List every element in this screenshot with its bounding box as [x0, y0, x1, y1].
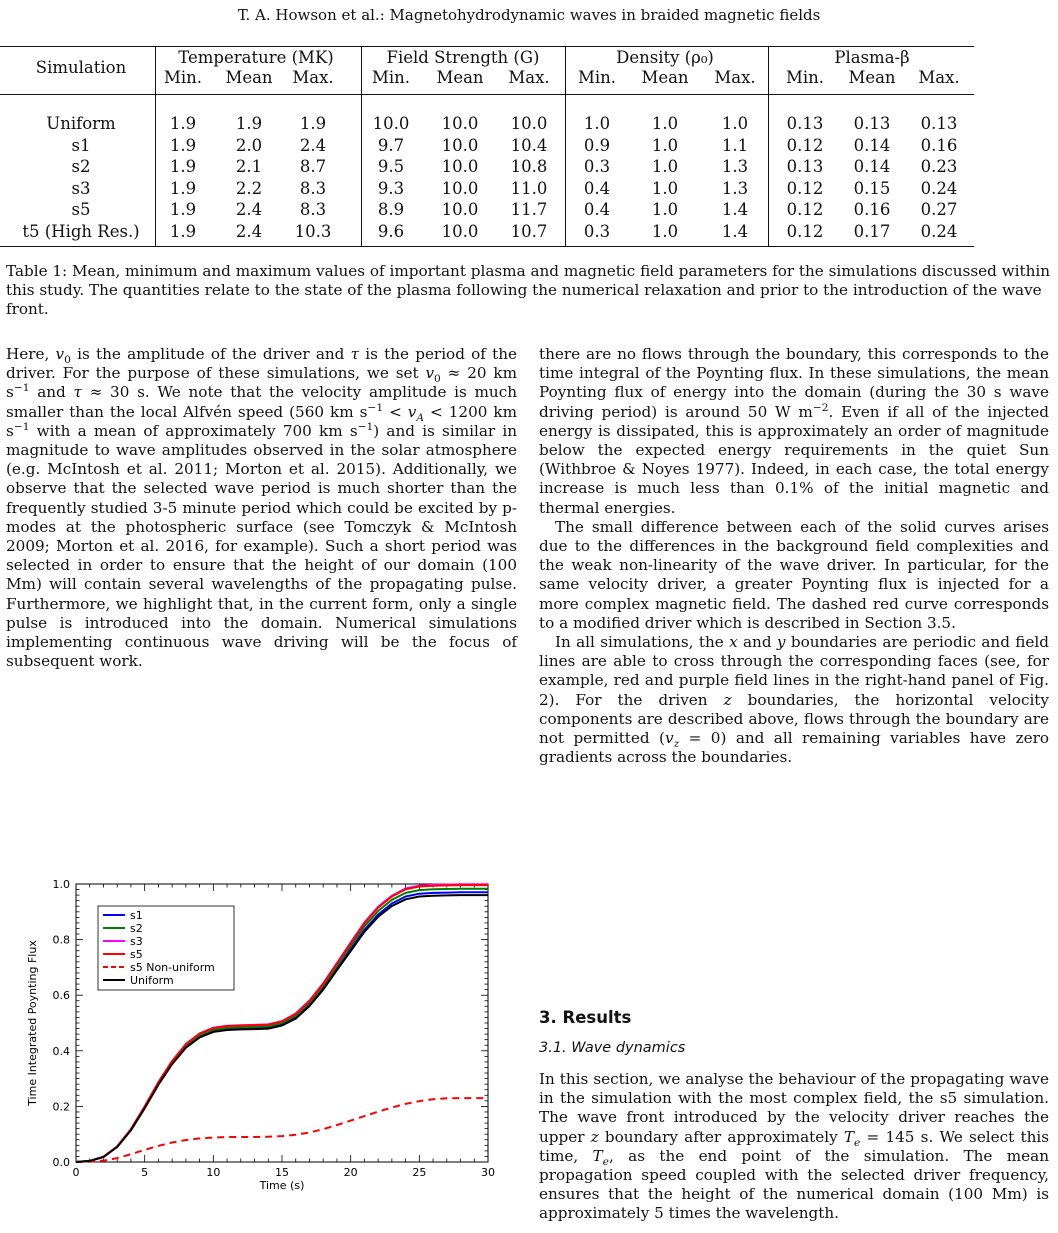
table-subheader: Max. — [918, 68, 960, 87]
table-subheader: Max. — [508, 68, 550, 87]
table-cell: 0.14 — [853, 135, 891, 155]
table-cell: 0.3 — [583, 221, 611, 241]
table-caption: Table 1: Mean, minimum and maximum values of important plasma and magnetic field parameters for the simulations discussed within this study. The quantities relate to the state of the plasma following the numerical relaxation and prior to the introduction of the wave front. — [6, 262, 1051, 318]
table-cell: 1.4 — [721, 200, 749, 219]
table-cell: 0.23 — [920, 157, 958, 176]
table-cell: 1.0 — [651, 114, 679, 133]
table-cell: 1.0 — [583, 114, 611, 133]
y-tick-label: 0.8 — [52, 933, 70, 947]
table-cell: 0.3 — [583, 157, 611, 176]
table-cell: 0.12 — [786, 135, 824, 155]
table-header-group: Temperature (MK) — [178, 48, 334, 67]
data-table — [0, 46, 976, 246]
table-cell: 0.12 — [786, 221, 824, 241]
table-cell: 0.13 — [786, 157, 824, 176]
legend-label: s1 — [130, 909, 143, 922]
table-subheader: Mean — [225, 68, 273, 87]
table-cell: 1.0 — [651, 200, 679, 219]
table-cell: 1.9 — [169, 135, 197, 155]
table-cell: 8.7 — [299, 157, 327, 176]
table-cell: 1.9 — [299, 114, 327, 133]
table-cell: 10.7 — [510, 221, 548, 241]
table-rule-top — [0, 46, 974, 47]
table-cell: 0.17 — [853, 221, 891, 241]
table-cell: 0.16 — [920, 135, 958, 155]
paragraph: The small difference between each of the solid curves arises due to the differences in the background field complexities and the weak non-linearity of the wave driver. In particular, for the same velocity driver, a greater Poynting flux is injected for a more complex magnetic field. The dashed red curve corresponds to a modified driver which is described in Section 3.5. — [539, 517, 1049, 632]
paragraph: In this section, we analyse the behaviour of the propagating wave in the simulation with the most complex field, the s5 simulation. The wave front introduced by the velocity driver reaches the upper z boundary after approximately $T_e = 145$ s. We select this time, $T_e$, as the end point of the simulation. The mean propagation speed coupled with the selected driver frequency, ensures that the height of the numerical domain (100 Mm) is approximately 5 times the wavelength. — [539, 1070, 1049, 1223]
table-cell: 1.9 — [169, 157, 197, 176]
table-cell: 10.0 — [441, 178, 479, 198]
x-tick-label: 10 — [206, 1166, 221, 1179]
table-subheader: Min. — [371, 68, 411, 87]
x-tick-label: 25 — [412, 1166, 427, 1179]
table-cell: 1.9 — [235, 114, 263, 133]
table-row-label: s1 — [71, 135, 91, 155]
table-header-simulation: Simulation — [35, 58, 127, 77]
table-cell: 1.1 — [721, 135, 749, 155]
table-cell: 10.0 — [510, 114, 548, 133]
table-cell: 10.0 — [372, 114, 410, 133]
table-row-label: t5 (High Res.) — [22, 221, 140, 241]
table-cell: 0.13 — [920, 114, 958, 133]
table-cell: 0.12 — [786, 178, 824, 198]
series-line-s5-non-uniform — [76, 1098, 488, 1162]
x-tick-label: 0 — [72, 1166, 80, 1179]
table-cell: 0.13 — [853, 114, 891, 133]
table-cell: 10.0 — [441, 221, 479, 241]
x-tick-label: 30 — [481, 1166, 495, 1179]
table-cell: 0.4 — [583, 200, 611, 219]
legend-label: Uniform — [130, 974, 174, 987]
table-cell: 11.7 — [510, 200, 548, 219]
right-column-text — [539, 345, 1049, 767]
legend-label: s2 — [130, 922, 143, 935]
y-tick-label: 0.6 — [52, 989, 70, 1003]
table-cell: 0.4 — [583, 178, 611, 198]
y-tick-label: 0.2 — [52, 1100, 70, 1114]
table-cell: 1.3 — [721, 157, 749, 176]
poynting-flux-chart — [20, 872, 500, 1212]
table-col-divider — [155, 46, 156, 246]
table-cell: 2.2 — [235, 178, 263, 198]
table-row-label: Uniform — [46, 114, 116, 133]
x-tick-label: 15 — [275, 1166, 289, 1179]
x-tick-label: 5 — [141, 1166, 149, 1179]
table-cell: 0.16 — [853, 200, 891, 219]
table-cell: 1.0 — [721, 114, 749, 133]
table-col-divider — [361, 46, 362, 246]
table-subheader: Mean — [641, 68, 689, 87]
table-col-divider — [565, 46, 566, 246]
table-cell: 8.3 — [299, 200, 327, 219]
table-cell: 8.3 — [299, 178, 327, 198]
table-cell: 0.15 — [853, 178, 891, 198]
table-cell: 2.0 — [235, 135, 263, 155]
table-header-group: Plasma-β — [834, 48, 910, 67]
y-axis-label: Time Integrated Poynting Flux — [26, 940, 39, 1106]
x-axis-label: Time (s) — [259, 1179, 305, 1192]
table-subheader: Min. — [577, 68, 617, 87]
paragraph: there are no flows through the boundary, this corresponds to the time integral of the Poynting flux. In these simulations, the mean Poynting flux of energy into the domain (during the 30 s wave driving period) is around 50 W $m^{-2}$. Even if all of the injected energy is dissipated, this is approximately an order of magnitude below the expected energy requirements in the quiet Sun (Withbroe & Noyes 1977). Indeed, in each case, the total energy increase is much less than 0.1% of the initial magnetic and thermal energies. — [539, 345, 1049, 517]
table-cell: 11.0 — [510, 178, 548, 198]
table-cell: 9.5 — [377, 157, 405, 176]
table-subheader: Min. — [785, 68, 825, 87]
table-cell: 0.24 — [920, 221, 958, 241]
subsection-heading: 3.1. Wave dynamics — [539, 1040, 686, 1056]
paragraph: In all simulations, the x and y boundaries are periodic and field lines are able to cross through the corresponding faces (see, for example, red and purple field lines in the right-hand panel of Fig. 2). For the driven z boundaries, the horizontal velocity components are described above, flows through the boundary are not permitted $(v_z = 0)$ and all remaining variables have zero gradients across the boundaries. — [539, 633, 1049, 767]
legend-label: s3 — [130, 935, 143, 948]
table-col-divider — [768, 46, 769, 246]
table-cell: 0.12 — [786, 200, 824, 219]
table-row-label: s2 — [71, 157, 91, 176]
table-subheader: Max. — [714, 68, 756, 87]
table-cell: 10.4 — [510, 135, 548, 155]
x-tick-label: 20 — [343, 1166, 358, 1179]
table-cell: 1.9 — [169, 114, 197, 133]
table-cell: 0.9 — [583, 135, 611, 155]
table-cell: 10.0 — [441, 114, 479, 133]
paragraph: Here, $v_0$ is the amplitude of the driver and τ is the period of the driver. For the purpose of these simulations, we set $v_0 \approx 20$ km $s^{-1}$ and τ ≈ 30 s. We note that the velocity amplitude is much smaller than the local Alfvén speed (560 km $s^{-1} < v_A < 1200$ km $s^{-1}$ with a mean of approximately 700 km $s^{-1}$) and is similar in magnitude to wave amplitudes observed in the solar atmosphere (e.g. McIntosh et al. 2011; Morton et al. 2015). Additionally, we observe that the selected wave period is much shorter than the frequently studied 3-5 minute period which could be excited by p-modes at the photospheric surface (see Tomczyk & McIntosh 2009; Morton et al. 2016, for example). Such a short period was selected in order to ensure that the height of our domain (100 Mm) will contain several wavelengths of the propagating pulse. Furthermore, we highlight that, in the current form, only a single pulse is introduced into the domain. Numerical simulations implementing continuous wave driving will be the focus of subsequent work. — [6, 345, 518, 671]
table-cell: 0.13 — [786, 114, 824, 133]
table-subheader: Mean — [436, 68, 484, 87]
y-tick-label: 0.4 — [52, 1044, 70, 1058]
table-cell: 0.24 — [920, 178, 958, 198]
y-tick-label: 0.0 — [52, 1156, 70, 1169]
table-cell: 1.3 — [721, 178, 749, 198]
table-subheader: Mean — [848, 68, 896, 87]
table-header-group: Field Strength (G) — [386, 48, 540, 67]
table-cell: 0.14 — [853, 157, 891, 176]
table-row-label: s3 — [71, 178, 91, 198]
table-cell: 0.27 — [920, 200, 958, 219]
right-column-text-lower — [539, 1070, 1049, 1224]
legend-label: s5 Non-uniform — [130, 961, 215, 974]
table-row-label: s5 — [71, 200, 91, 219]
left-column-text — [6, 345, 517, 671]
running-head: T. A. Howson et al.: Magnetohydrodynamic waves in braided magnetic fields — [237, 6, 821, 24]
table-cell: 10.0 — [441, 135, 479, 155]
figure-poynting-flux — [20, 872, 500, 1212]
table-cell: 9.7 — [377, 135, 405, 155]
table-rule-bottom — [0, 246, 974, 247]
table-subheader: Max. — [292, 68, 334, 87]
table-header-group: Density (ρ₀) — [616, 48, 714, 67]
table-cell: 1.4 — [721, 221, 749, 241]
table-cell: 1.0 — [651, 178, 679, 198]
table-rule-mid — [0, 94, 974, 95]
table-cell: 10.0 — [441, 200, 479, 219]
table-cell: 9.6 — [377, 221, 405, 241]
table-cell: 2.4 — [299, 135, 327, 155]
table-cell: 2.4 — [235, 221, 263, 241]
table-cell: 10.8 — [510, 157, 548, 176]
table-cell: 9.3 — [377, 178, 405, 198]
table-cell: 2.1 — [235, 157, 263, 176]
table-cell: 10.0 — [441, 157, 479, 176]
table-cell: 1.9 — [169, 200, 197, 219]
table-cell: 1.0 — [651, 157, 679, 176]
section-heading: 3. Results — [539, 1008, 632, 1027]
table-subheader: Min. — [163, 68, 203, 87]
y-tick-label: 1.0 — [52, 878, 70, 891]
legend-label: s5 — [130, 948, 143, 961]
table-cell: 2.4 — [235, 200, 263, 219]
table-cell: 1.0 — [651, 135, 679, 155]
table-cell: 1.0 — [651, 221, 679, 241]
table-cell: 1.9 — [169, 221, 197, 241]
table-cell: 1.9 — [169, 178, 197, 198]
table-cell: 10.3 — [294, 221, 332, 241]
table-cell: 8.9 — [377, 200, 405, 219]
